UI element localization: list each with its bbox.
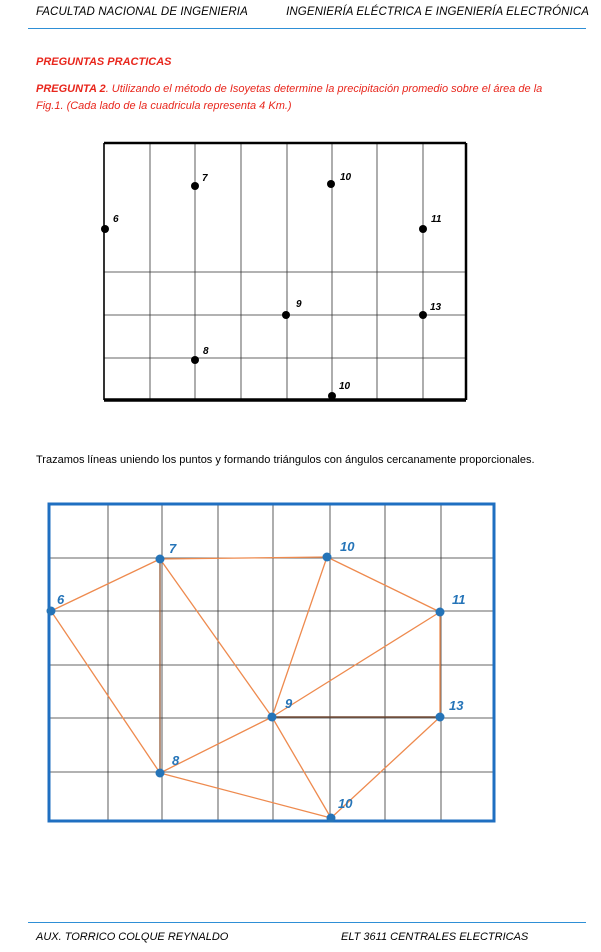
triangle-edge bbox=[272, 612, 440, 717]
triangle-edge bbox=[160, 773, 331, 818]
station-label: 13 bbox=[449, 698, 464, 713]
section-title: PREGUNTAS PRACTICAS bbox=[36, 56, 172, 68]
station-label: 10 bbox=[340, 539, 355, 554]
paragraph: Trazamos líneas uniendo los puntos y formando triángulos con ángulos cercanamente proporcionales. bbox=[36, 454, 535, 466]
station-label: 11 bbox=[431, 214, 442, 225]
station-label: 13 bbox=[430, 302, 442, 313]
station-label: 11 bbox=[452, 592, 466, 607]
station-point bbox=[436, 713, 445, 722]
footer-left: AUX. TORRICO COLQUE REYNALDO bbox=[36, 931, 229, 943]
triangle-edge bbox=[51, 559, 160, 611]
station-point bbox=[156, 769, 165, 778]
question-label: PREGUNTA 2 bbox=[36, 83, 106, 95]
station-label: 10 bbox=[339, 381, 351, 392]
triangle-edge bbox=[327, 557, 440, 612]
station-point bbox=[436, 608, 445, 617]
figure-2-grid bbox=[49, 504, 494, 821]
station-label: 10 bbox=[340, 172, 352, 183]
station-label: 9 bbox=[296, 299, 302, 310]
station-label: 10 bbox=[338, 796, 353, 811]
station-label: 8 bbox=[203, 346, 209, 357]
station-label: 7 bbox=[202, 173, 208, 184]
figure-2-triangulation bbox=[51, 557, 440, 818]
station-label: 7 bbox=[169, 541, 177, 556]
station-label: 6 bbox=[57, 592, 65, 607]
station-label: 6 bbox=[113, 214, 119, 225]
footer-right: ELT 3611 CENTRALES ELECTRICAS bbox=[341, 931, 529, 943]
frame bbox=[49, 504, 494, 821]
triangle-edge bbox=[51, 611, 160, 773]
station-point bbox=[327, 814, 336, 823]
station-point bbox=[268, 713, 277, 722]
station-label: 9 bbox=[285, 696, 293, 711]
station-point bbox=[156, 555, 165, 564]
footer-rule bbox=[28, 922, 586, 923]
header-right: INGENIERÍA ELÉCTRICA E INGENIERÍA ELECTRÓNICA bbox=[286, 6, 589, 18]
station-label: 8 bbox=[172, 753, 180, 768]
header-left: FACULTAD NACIONAL DE INGENIERIA bbox=[36, 6, 248, 18]
triangle-edge bbox=[272, 557, 327, 717]
triangle-edge bbox=[272, 717, 331, 818]
station-point bbox=[47, 607, 56, 616]
figure-2-stations bbox=[47, 539, 466, 823]
question-body: . Utilizando el método de Isoyetas determine la precipitación promedio sobre el área de la Fig.1. (Cada lado de la cuadricula representa 4 Km.) bbox=[36, 83, 543, 112]
triangle-edge bbox=[160, 559, 272, 717]
station-point bbox=[323, 553, 332, 562]
